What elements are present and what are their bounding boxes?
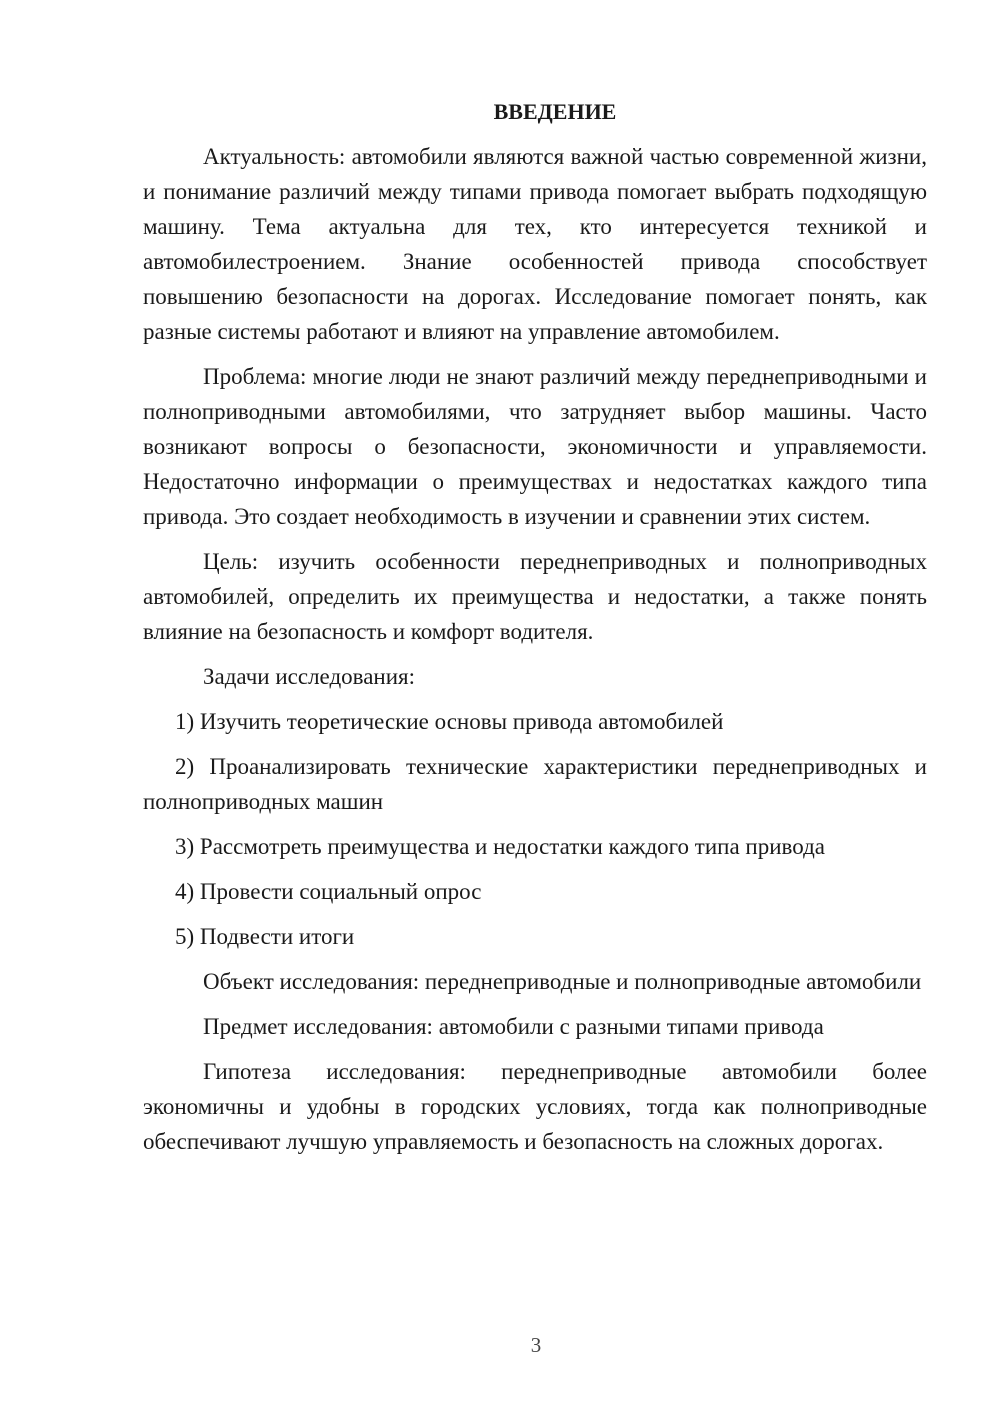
paragraph-goal: Цель: изучить особенности переднеприводных и полноприводных автомобилей, определить их преимущества и недостатки, а также понять влияние на безопасность и комфорт водителя. xyxy=(143,549,927,644)
list-item: 2) Проанализировать технические характеристики переднеприводных и полноприводных машин xyxy=(143,754,927,814)
paragraph-relevance: Актуальность: автомобили являются важной частью современной жизни, и понимание различий между типами привода помогает выбрать подходящую машину. Тема актуальна для тех, кто интересуется техникой и автомобилестроением. Знание особенностей привода способствует повышению безопасности на дорогах. Исследование помогает понять, как разные системы работают и влияют на управление автомобилем. xyxy=(143,144,927,344)
page-number: 3 xyxy=(530,1333,542,1357)
paragraph-tasks-intro: Задачи исследования: xyxy=(203,664,416,689)
section-heading: ВВЕДЕНИЕ xyxy=(493,99,617,124)
paragraph-subject: Предмет исследования: автомобили с разными типами привода xyxy=(203,1014,824,1039)
document-body xyxy=(143,94,927,1169)
list-item: 3) Рассмотреть преимущества и недостатки каждого типа привода xyxy=(175,834,825,859)
list-item: 4) Провести социальный опрос xyxy=(175,879,482,904)
paragraph-problem: Проблема: многие люди не знают различий между переднеприводными и полноприводными автомобилями, что затрудняет выбор машины. Часто возникают вопросы о безопасности, экономичности и управляемости. Недостаточно информации о преимуществах и недостатках каждого типа привода. Это создает необходимость в изучении и сравнении этих систем. xyxy=(143,364,927,529)
list-item: 5) Подвести итоги xyxy=(175,924,355,949)
list-item: 1) Изучить теоретические основы привода автомобилей xyxy=(175,709,724,734)
paragraph-hypothesis: Гипотеза исследования: переднеприводные автомобили более экономичны и удобны в городских условиях, тогда как полноприводные обеспечивают лучшую управляемость и безопасность на сложных дорогах. xyxy=(143,1059,927,1154)
tasks-list xyxy=(143,704,927,954)
paragraph-object: Объект исследования: переднеприводные и полноприводные автомобили xyxy=(203,969,922,994)
